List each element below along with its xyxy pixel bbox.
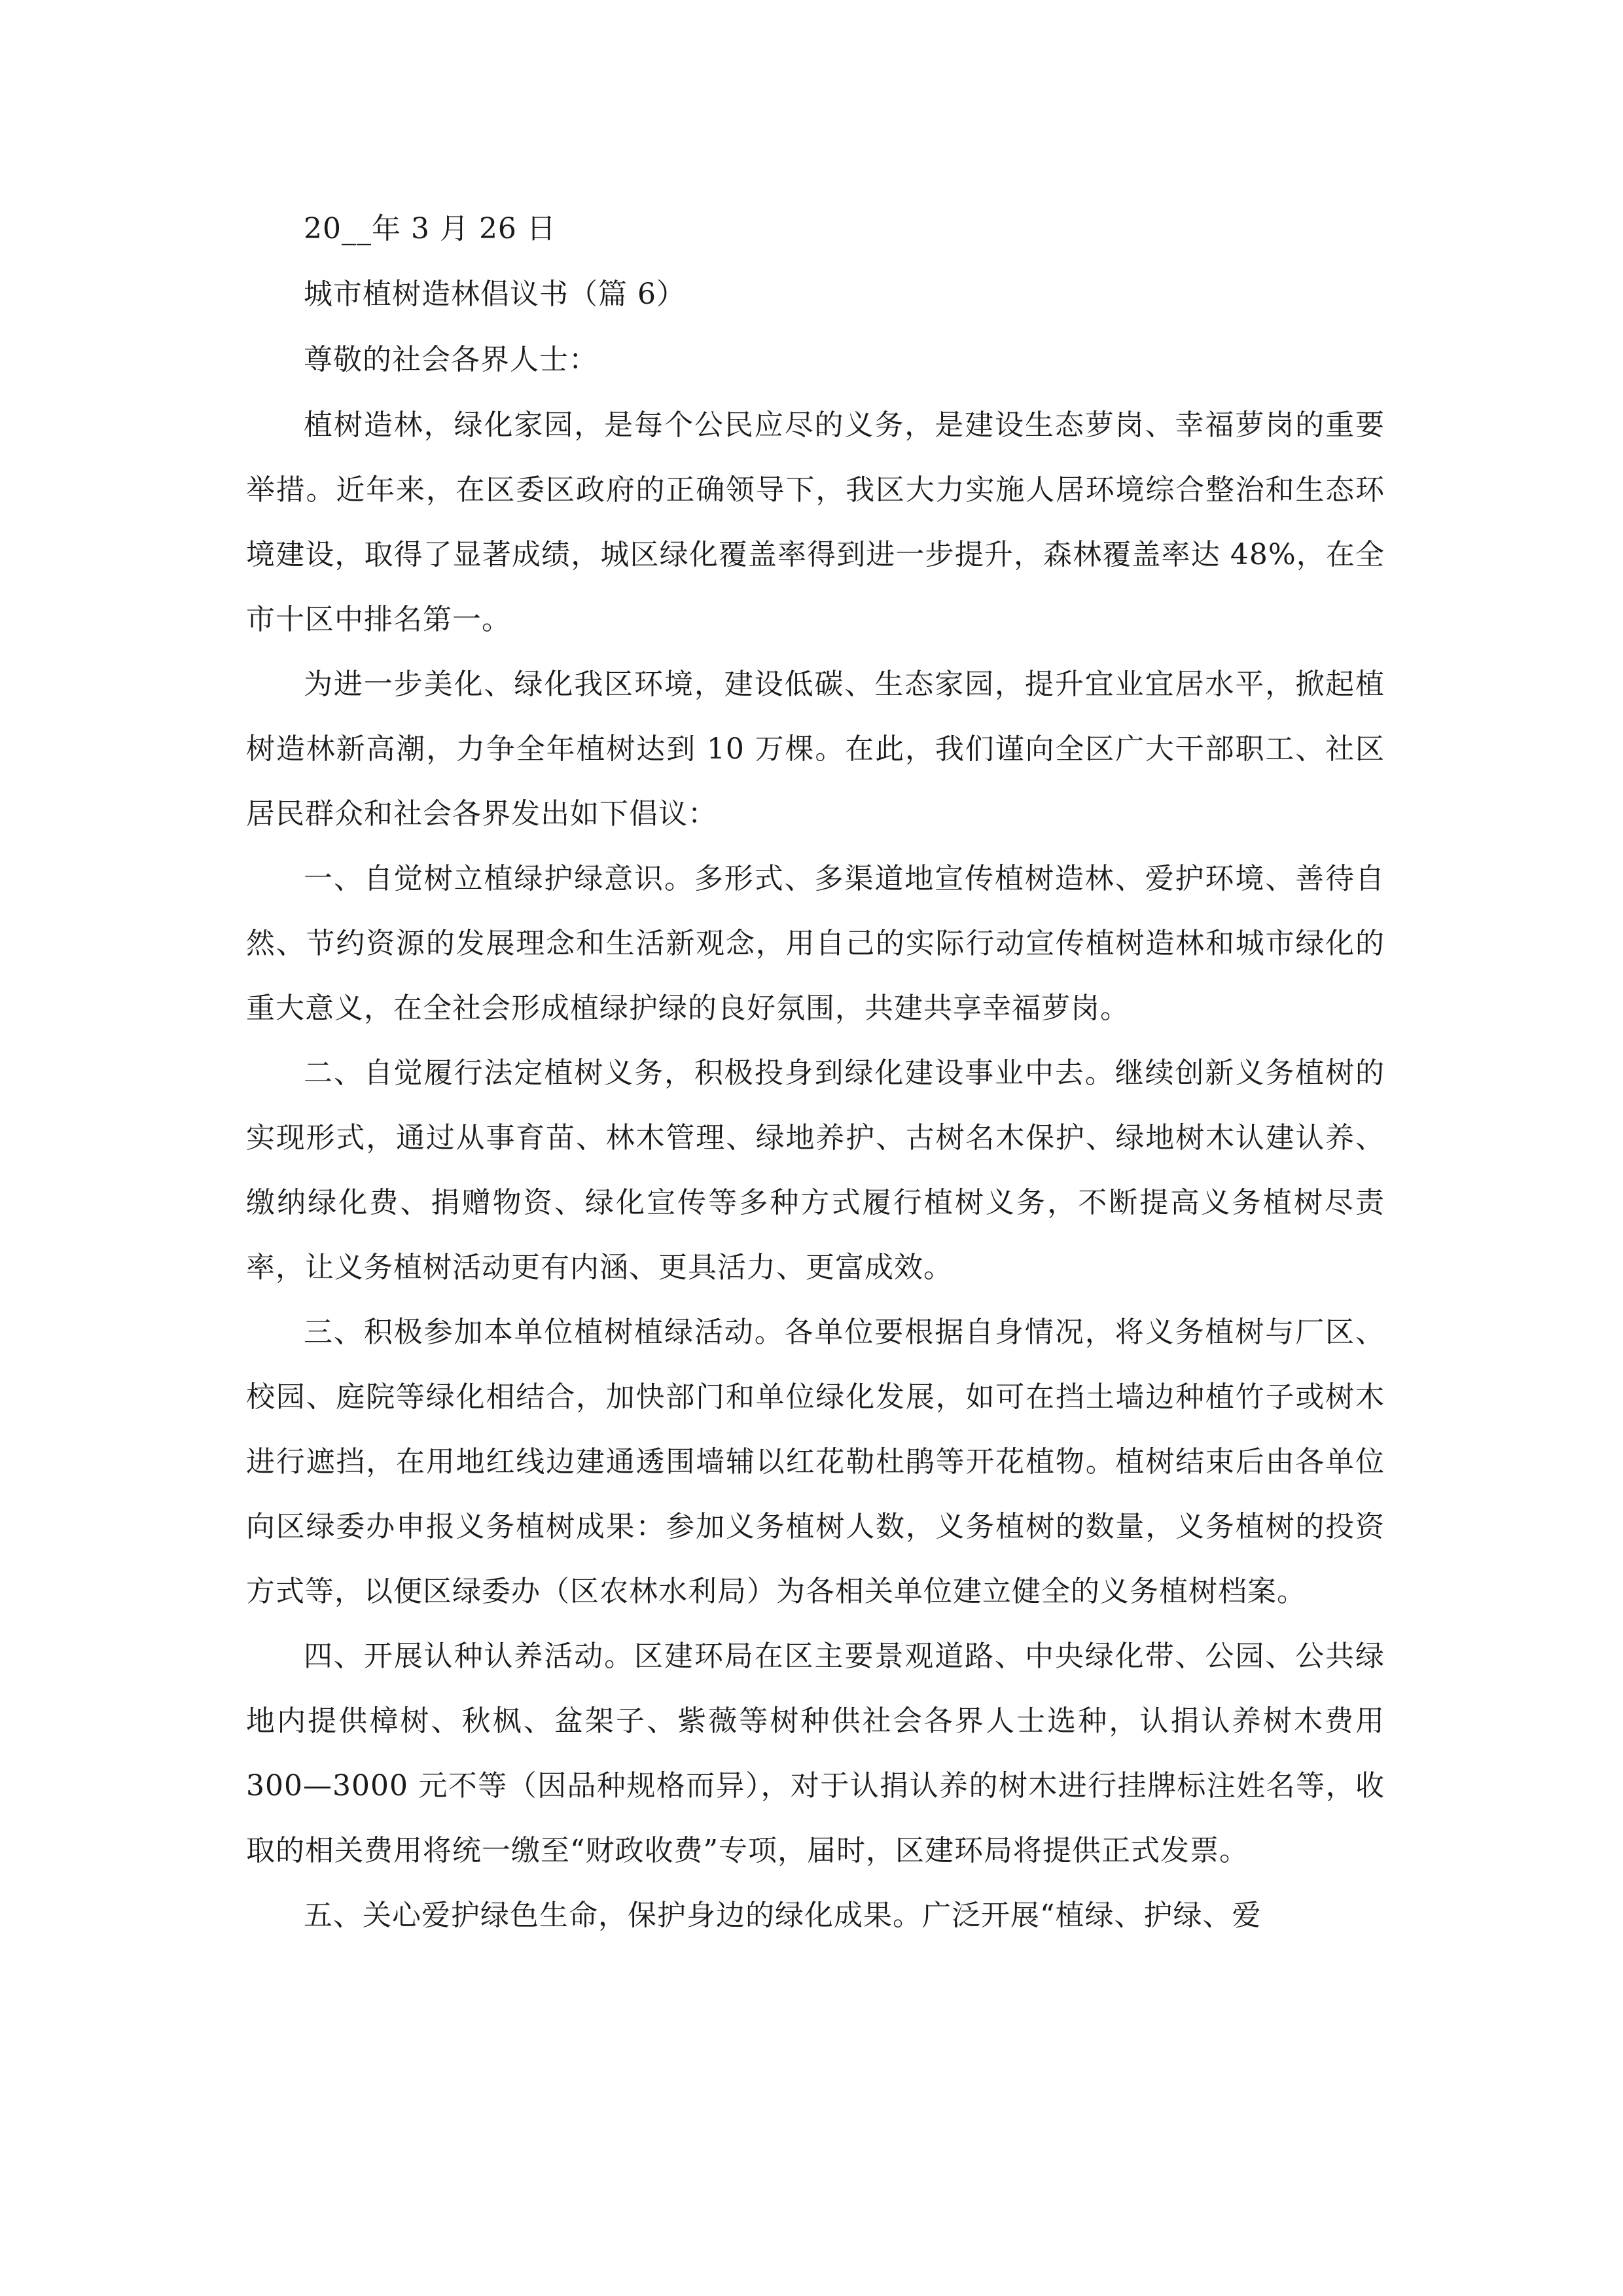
paragraph: 植树造林，绿化家园，是每个公民应尽的义务，是建设生态萝岗、幸福萝岗的重要举措。近年来，在区委区政府的正确领导下，我区大力实施人居环境综合整治和生态环境建设，取得了显著成绩，城区绿化覆盖率得到进一步提升，森林覆盖率达 48%，在全市十区中排名第一。 [246, 408, 1385, 636]
paragraph: 一、自觉树立植绿护绿意识。多形式、多渠道地宣传植树造林、爱护环境、善待自然、节约资源的发展理念和生活新观念，用自己的实际行动宣传植树造林和城市绿化的重大意义，在全社会形成植绿护绿的良好氛围，共建共享幸福萝岗。 [246, 862, 1385, 1025]
paragraph: 五、关心爱护绿色生命，保护身边的绿化成果。广泛开展“植绿、护绿、爱 [304, 1899, 1262, 1932]
paragraph: 为进一步美化、绿化我区环境，建设低碳、生态家园，提升宜业宜居水平，掀起植树造林新高潮，力争全年植树达到 10 万棵。在此，我们谨向全区广大干部职工、社区居民群众和社会各界发出如下倡议： [246, 668, 1385, 831]
paragraph: 四、开展认种认养活动。区建环局在区主要景观道路、中央绿化带、公园、公共绿地内提供樟树、秋枫、盆架子、紫薇等树种供社会各界人士选种，认捐认养树木费用 300—3000 元不等（因品种规格而异），对于认捐认养的树木进行挂牌标注姓名等，收取的相关费用将统一缴至“财政收费”专项，届时，区建环局将提供正式发票。 [246, 1640, 1385, 1867]
paragraph: 二、自觉履行法定植树义务，积极投身到绿化建设事业中去。继续创新义务植树的实现形式，通过从事育苗、林木管理、绿地养护、古树名木保护、绿地树木认建认养、缴纳绿化费、捐赠物资、绿化宣传等多种方式履行植树义务，不断提高义务植树尽责率，让义务植树活动更有内涵、更具活力、更富成效。 [246, 1056, 1385, 1284]
document-title: 城市植树造林倡议书（篇 6） [304, 278, 686, 311]
date-line: 20__年 3 月 26 日 [304, 212, 556, 245]
salutation: 尊敬的社会各界人士： [304, 343, 598, 376]
paragraph: 三、积极参加本单位植树植绿活动。各单位要根据自身情况，将义务植树与厂区、校园、庭院等绿化相结合，加快部门和单位绿化发展，如可在挡土墙边种植竹子或树木进行遮挡，在用地红线边建通透围墙辅以红花勒杜鹃等开花植物。植树结束后由各单位向区绿委办申报义务植树成果：参加义务植树人数，义务植树的数量，义务植树的投资方式等，以便区绿委办（区农林水利局）为各相关单位建立健全的义务植树档案。 [246, 1316, 1385, 1608]
document-page [246, 196, 1385, 1948]
